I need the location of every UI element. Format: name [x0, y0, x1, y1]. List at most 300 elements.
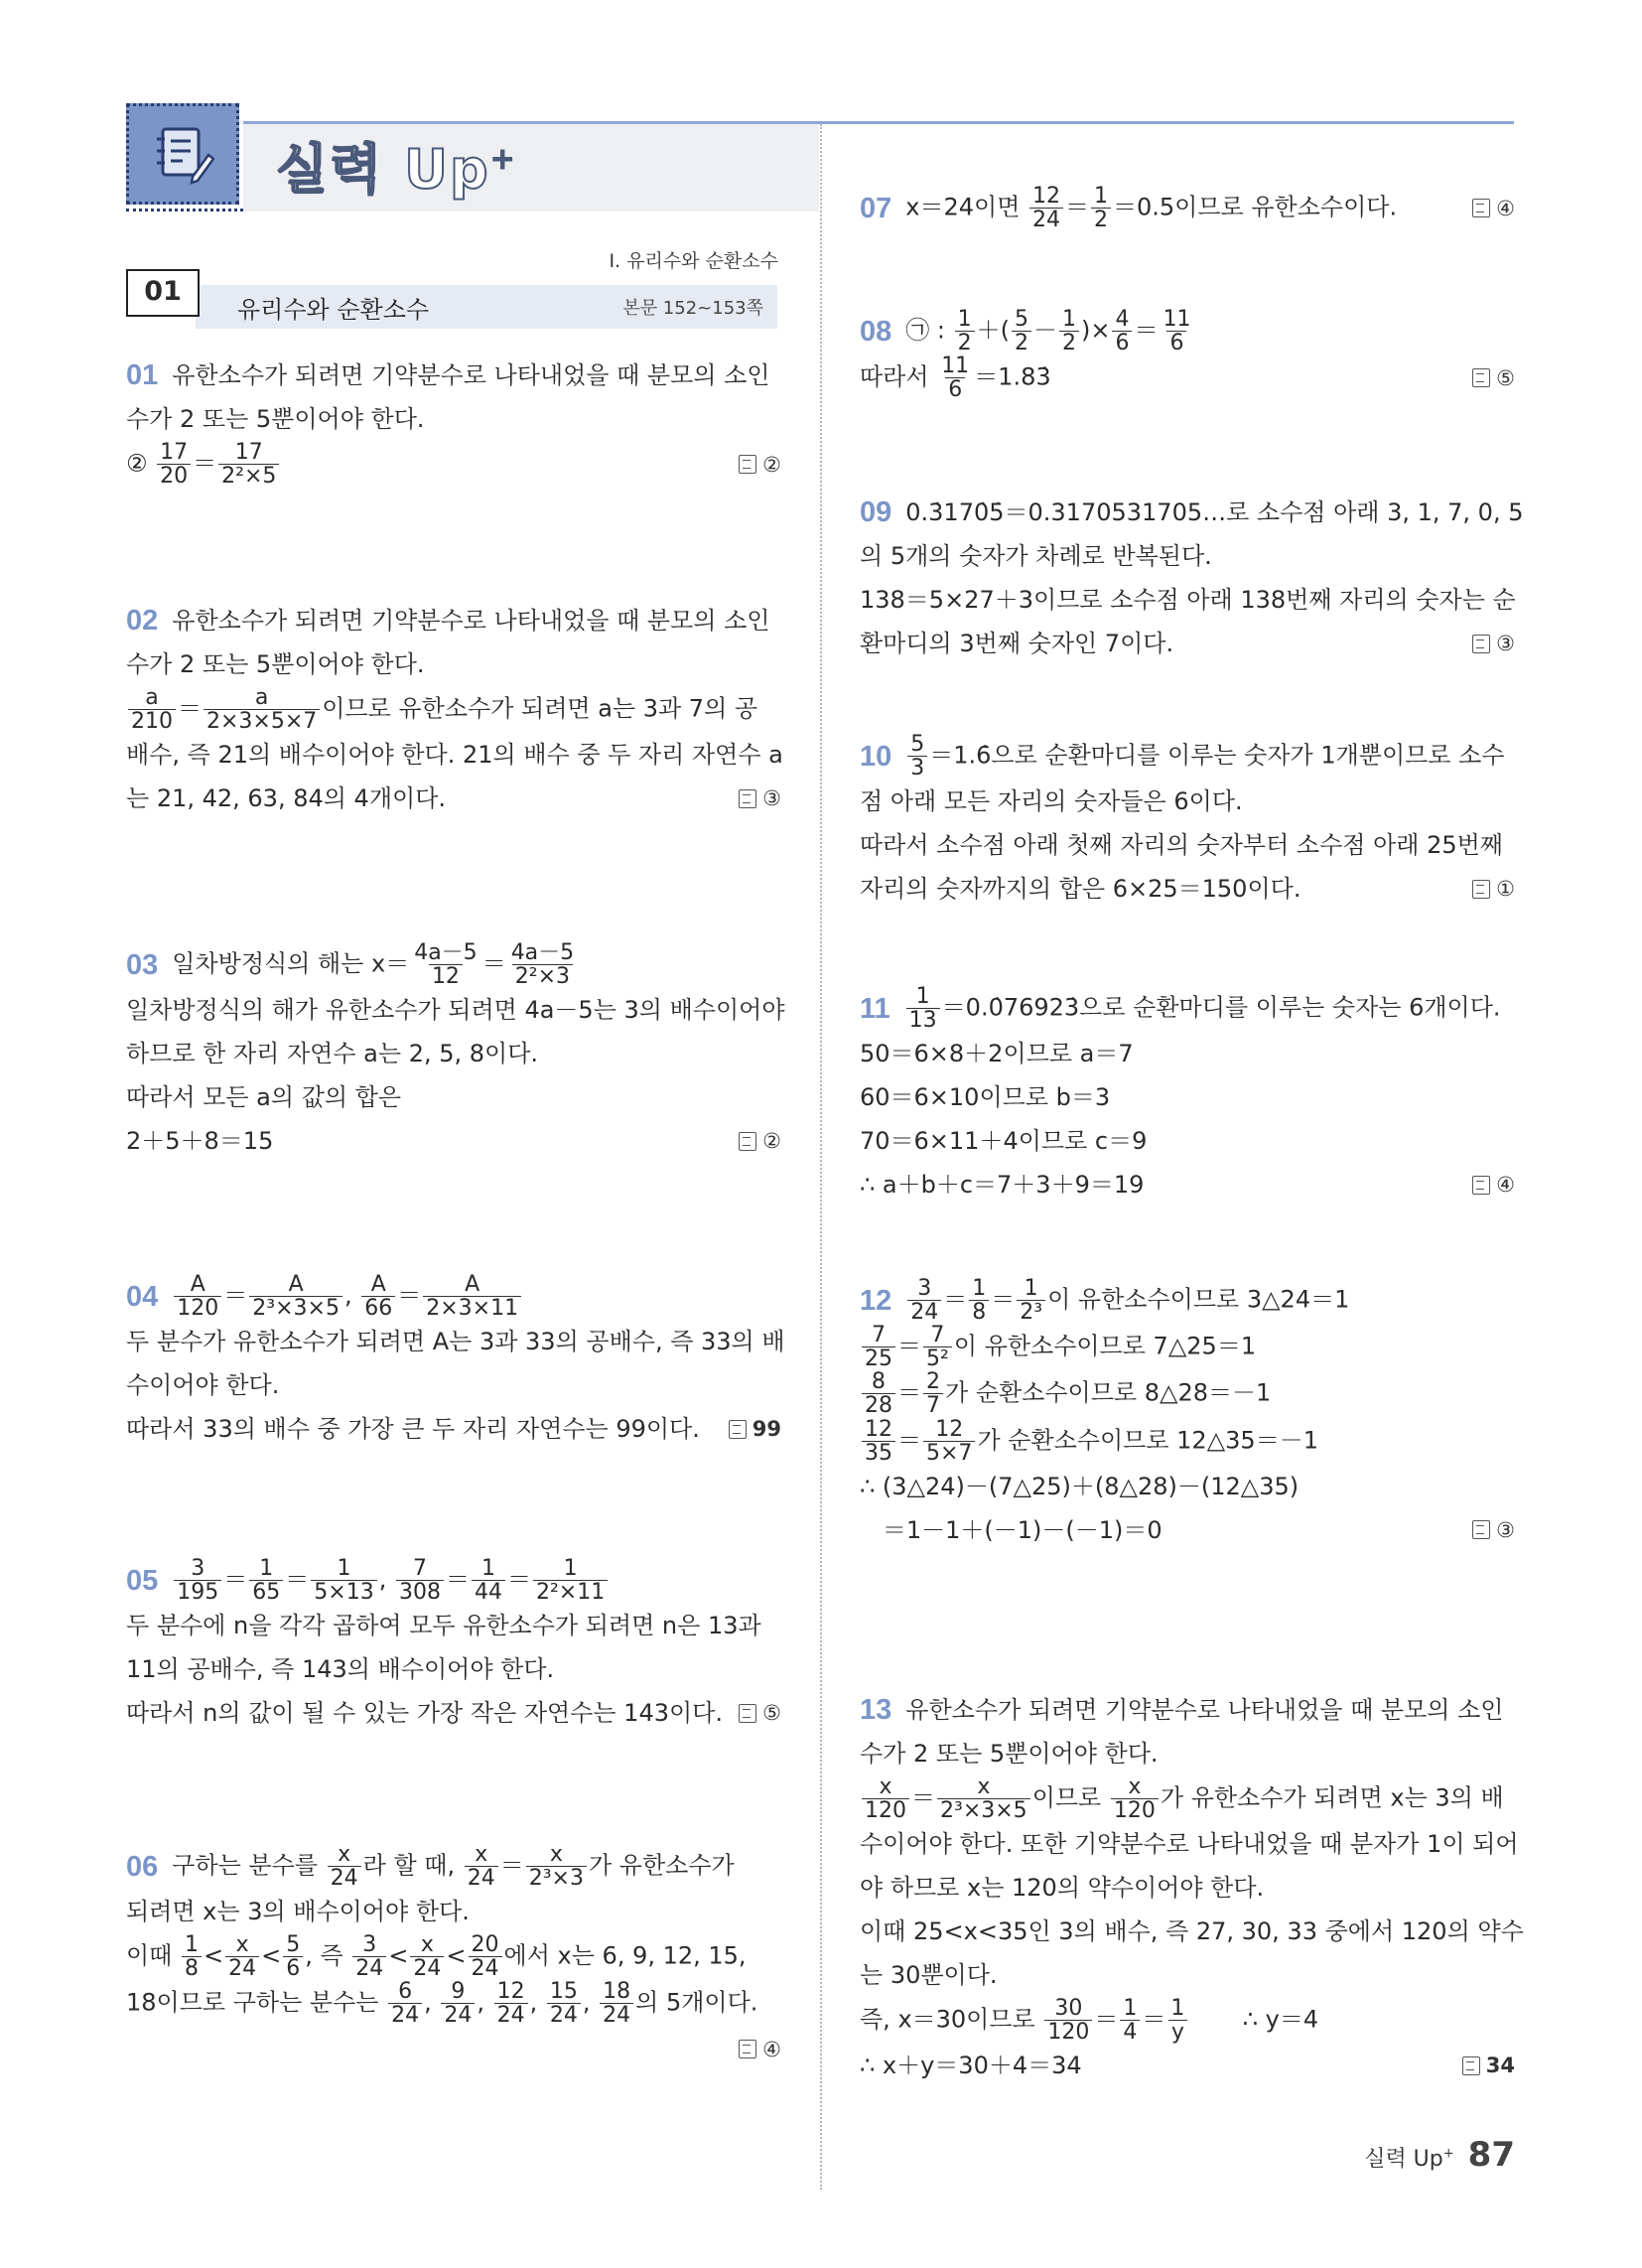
problem-number: 05	[126, 1564, 159, 1597]
line-content	[905, 491, 1523, 534]
fraction: $\frac{1}{2}$	[955, 308, 975, 354]
math-text: 이므로 유한소수가 되려면 a는 3과 7의 공	[322, 694, 758, 723]
math-text: 따라서	[860, 362, 937, 391]
math-text: <	[446, 1941, 467, 1970]
answer-icon	[729, 1420, 747, 1439]
line-content	[172, 599, 769, 642]
line-content	[172, 941, 579, 988]
answer-icon	[739, 789, 756, 808]
line-content	[860, 867, 1300, 911]
math-text: 따라서 모든 a의 값의 합은	[126, 1083, 402, 1112]
math-text: 수이어야 한다.	[126, 1371, 280, 1400]
fraction: $\frac{4a-5}{\text{2²×3}}$	[510, 940, 575, 990]
math-text: 에서 x는 6, 9, 12, 15,	[503, 1941, 747, 1970]
math-text: ＝	[897, 1378, 921, 1407]
fraction: $\frac{x}{24}$	[465, 1843, 498, 1890]
fraction: $\frac{30}{120}$	[1044, 1997, 1092, 2044]
math-text: ②	[126, 449, 156, 478]
math-text: 138＝5×27＋3이므로 소수점 아래 138번째 자리의 숫자는 순	[860, 586, 1516, 614]
math-text: 따라서 33의 배수 중 가장 큰 두 자리 자연수는 99이다.	[126, 1415, 700, 1444]
answer-label: ③	[739, 777, 781, 820]
math-text: , 즉	[305, 1941, 351, 1970]
math-text: ＝	[445, 1565, 470, 1594]
math-text: ＝	[1142, 2005, 1166, 2034]
math-text: ＝	[506, 1565, 531, 1594]
solution-line	[126, 1890, 781, 1933]
math-text: ＝	[397, 1281, 422, 1310]
fraction: $\frac{12}{5\times 7}$	[923, 1418, 975, 1465]
fraction: $\frac{7}{25}$	[862, 1324, 895, 1370]
fraction: $\frac{x}{120}$	[862, 1775, 909, 1822]
fraction: $\frac{1}{\text{2³}}$	[1017, 1277, 1045, 1324]
math-text: <	[388, 1941, 409, 1970]
solution-line	[860, 354, 1515, 401]
line-content	[126, 1647, 554, 1691]
math-text: 이때 25<x<35인 3의 배수, 즉 27, 30, 33 중에서 120의 약수	[860, 1917, 1524, 1946]
solution-line	[860, 1032, 1515, 1075]
problem-number: 13	[860, 1694, 892, 1726]
solution-line	[860, 1119, 1515, 1163]
fraction: $\frac{18}{24}$	[600, 1980, 633, 2027]
line-content	[126, 733, 783, 777]
line-content	[904, 985, 1501, 1032]
solution-line	[860, 1688, 1515, 1732]
solution-line	[126, 1320, 785, 1363]
line-content	[126, 642, 425, 686]
line-content	[126, 1691, 723, 1735]
solution-line	[126, 988, 785, 1032]
math-text: ＝	[943, 1285, 968, 1314]
line-content	[905, 1277, 1349, 1324]
answer-icon	[1472, 199, 1490, 217]
math-text: ＝	[285, 1565, 310, 1594]
fraction: $\frac{x}{\text{2³×3}}$	[526, 1843, 587, 1890]
problem-number: 11	[860, 992, 890, 1025]
solution-line	[126, 642, 781, 686]
math-text: ＝	[223, 1565, 248, 1594]
solution-line	[860, 1997, 1515, 2044]
math-text: ＝1.83̇	[974, 362, 1051, 391]
fraction: $\frac{A}{120}$	[174, 1273, 221, 1320]
math-text: ＝	[1065, 193, 1090, 221]
answer-label: ②	[739, 443, 781, 487]
math-text: 따라서 n의 값이 될 수 있는 가장 작은 자연수는 143이다.	[126, 1699, 723, 1728]
line-content	[126, 1604, 761, 1647]
math-text: 이 유한소수이므로 3△24＝1	[1047, 1285, 1350, 1314]
line-content	[126, 1890, 470, 1933]
solution-line	[126, 1363, 781, 1407]
math-text: ＝1.6̇으로 순환마디를 이루는 숫자가 1개뿐이므로 소수	[929, 741, 1505, 770]
fraction: $\frac{1}{5\times 13}$	[311, 1557, 376, 1604]
math-text: 는 30뿐이다.	[860, 1961, 998, 1990]
math-text: 두 분수가 유한소수가 되려면 A는 3과 33의 공배수, 즉 33의 배	[126, 1328, 785, 1356]
math-text: 이 유한소수이므로 7△25＝1	[953, 1332, 1257, 1360]
answer-label: ③	[1472, 1508, 1515, 1552]
solution-06	[126, 1843, 781, 2071]
fraction: $\frac{5}{2}$	[1012, 308, 1031, 354]
problem-number: 08	[860, 315, 892, 348]
math-text: x＝24이면	[905, 193, 1028, 221]
line-content	[126, 1980, 757, 2027]
math-text: 가 유한소수가 되려면 x는 3의 배	[1160, 1783, 1504, 1812]
math-text: 유한소수가 되려면 기약분수로 나타내었을 때 분모의 소인	[172, 607, 770, 635]
fraction: $\frac{x}{24}$	[225, 1933, 259, 1980]
fraction: $\frac{1}{65}$	[249, 1557, 283, 1604]
line-content	[126, 1320, 785, 1363]
footer-label: 실력 Up+	[1364, 2146, 1454, 2172]
math-text: 구하는 분수를	[172, 1851, 326, 1880]
solution-line	[126, 1980, 781, 2027]
line-content	[860, 1508, 1163, 1552]
math-text: 따라서 소수점 아래 첫째 자리의 숫자부터 소수점 아래 25번째	[860, 831, 1503, 860]
unit-page-ref: 본문 152~153쪽	[622, 298, 763, 319]
fraction: $\frac{4}{6}$	[1112, 308, 1132, 354]
math-text: )×	[1080, 316, 1111, 345]
math-text: ∴ (3△24)－(7△25)＋(8△28)－(12△35)	[860, 1472, 1300, 1500]
solution-line	[860, 1866, 1515, 1910]
page-number: 87	[1467, 2135, 1515, 2175]
fraction: $\frac{3}{24}$	[352, 1933, 386, 1980]
line-content	[860, 1324, 1256, 1370]
math-text: <	[204, 1941, 224, 1970]
solution-line	[860, 823, 1515, 867]
fraction: $\frac{3}{24}$	[907, 1277, 941, 1324]
math-text: ,	[424, 1988, 440, 2017]
math-text: ,	[582, 1988, 599, 2017]
fraction: $\frac{1}{4}$	[1120, 1997, 1140, 2044]
math-text: ∴ y＝4	[1189, 2005, 1319, 2034]
line-content	[172, 1273, 523, 1320]
line-content	[860, 2044, 1082, 2087]
solution-line	[126, 1647, 781, 1691]
answer-label: ⑤	[1472, 356, 1515, 400]
math-text: ∴ x＋y＝30＋4＝34	[860, 2052, 1082, 2080]
solution-line	[126, 733, 781, 777]
answer-icon	[1472, 1176, 1490, 1195]
math-text: ＝	[991, 1285, 1016, 1314]
answer-icon	[1472, 368, 1490, 387]
line-content	[126, 1119, 273, 1163]
line-content	[905, 308, 1195, 354]
header-dotted-rule	[126, 209, 243, 212]
fraction: $\frac{x}{24}$	[410, 1933, 444, 1980]
math-text: 수가 2 또는 5뿐이어야 한다.	[126, 650, 425, 678]
math-text: 라 할 때,	[362, 1851, 463, 1880]
solution-01	[126, 354, 781, 488]
line-content	[860, 1866, 1264, 1910]
math-text: ＝	[897, 1332, 921, 1360]
notebook-pencil-icon	[126, 103, 239, 205]
fraction: $\frac{1}{8}$	[182, 1933, 202, 1980]
solution-03	[126, 940, 785, 1163]
line-content	[860, 1775, 1504, 1822]
line-content	[126, 1933, 747, 1980]
line-content	[860, 354, 1051, 401]
line-content	[860, 1997, 1318, 2044]
solution-line	[860, 1732, 1515, 1775]
fraction: $\frac{x}{24}$	[328, 1843, 361, 1890]
answer-label: ③	[1472, 622, 1515, 665]
solution-line	[860, 185, 1515, 231]
solution-line	[860, 1277, 1515, 1324]
line-content	[126, 1075, 401, 1119]
math-text: 수가 2 또는 5뿐이어야 한다.	[126, 405, 425, 433]
solution-02	[126, 599, 781, 820]
problem-number: 09	[860, 496, 892, 528]
line-content	[860, 1465, 1299, 1508]
line-content	[860, 1075, 1110, 1119]
fraction: $\frac{5}{3}$	[907, 733, 927, 780]
math-text: 두 분수에 n을 각각 곱하여 모두 유한소수가 되려면 n은 13과	[126, 1612, 761, 1640]
math-text: 70＝6×11＋4이므로 c＝9	[860, 1127, 1148, 1156]
answer-label: ⑤	[739, 1691, 781, 1735]
answer-icon	[739, 1132, 756, 1151]
math-text: ＝0.0̇76923̇으로 순환마디를 이루는 숫자는 6개이다.	[941, 993, 1501, 1022]
math-text: 이때	[126, 1941, 180, 1970]
solution-line	[860, 1508, 1515, 1552]
line-content	[905, 1688, 1503, 1732]
solution-line	[126, 599, 781, 642]
solution-08	[860, 308, 1515, 401]
solution-line	[126, 397, 781, 441]
math-text: ∴ a＋b＋c＝7＋3＋9＝19	[860, 1171, 1145, 1200]
math-text: ㉠ :	[905, 316, 953, 345]
solution-line	[126, 2028, 781, 2071]
math-text: 수가 2 또는 5뿐이어야 한다.	[860, 1740, 1159, 1768]
solution-line	[860, 1465, 1515, 1508]
answer-icon	[1472, 880, 1490, 899]
solution-line	[126, 1843, 781, 1890]
math-text: 0.3̇170̇5̇＝0.3170531705…로 소수점 아래 3, 1, 7, 0, 5	[905, 498, 1524, 526]
solution-07	[860, 185, 1515, 231]
math-text: ＝	[897, 1426, 921, 1455]
fraction: $\frac{1}{44}$	[472, 1557, 505, 1604]
fraction: $\frac{a}{2\times 3\times 5\times 7}$	[204, 686, 320, 733]
page-title: 실력 Up+	[276, 138, 517, 201]
math-text: 11의 공배수, 즉 143의 배수이어야 한다.	[126, 1655, 555, 1684]
solution-line	[126, 1557, 781, 1604]
solution-line	[126, 1407, 781, 1451]
solution-line	[126, 1075, 781, 1119]
line-content	[126, 441, 281, 488]
line-content	[860, 578, 1516, 622]
fraction: $\frac{A}{66}$	[361, 1273, 395, 1320]
math-text: 는 21, 42, 63, 84의 4개이다.	[126, 784, 447, 813]
line-content	[126, 1363, 279, 1407]
problem-number: 10	[860, 740, 892, 773]
math-text: 가 유한소수가	[588, 1851, 735, 1880]
problem-number: 04	[126, 1280, 159, 1313]
solution-line	[126, 1691, 781, 1735]
solution-13	[860, 1688, 1524, 2087]
fraction: $\frac{12}{24}$	[1029, 185, 1063, 231]
line-content	[126, 1407, 700, 1451]
fraction: $\frac{4a-5}{12}$	[414, 940, 478, 990]
solution-line	[860, 491, 1524, 534]
math-text: 유한소수가 되려면 기약분수로 나타내었을 때 분모의 소인	[905, 1696, 1504, 1724]
solution-line	[126, 441, 781, 488]
line-content	[860, 780, 1243, 823]
fraction: $\frac{2}{7}$	[923, 1370, 943, 1417]
fraction: $\frac{1}{y}$	[1167, 1997, 1187, 2044]
answer-label: ④	[1472, 1163, 1515, 1206]
math-text: ,	[343, 1281, 360, 1310]
answer-icon	[739, 1704, 756, 1723]
math-text: 이므로	[1031, 1783, 1109, 1812]
math-text: 자리의 숫자까지의 합은 6×25＝150이다.	[860, 875, 1301, 904]
line-content	[860, 1119, 1147, 1163]
math-text: 18이므로 구하는 분수는	[126, 1988, 387, 2017]
fraction: $\frac{17}{20}$	[157, 441, 191, 488]
fraction: $\frac{1}{8}$	[969, 1277, 989, 1324]
fraction: $\frac{1}{\text{2²×11}}$	[533, 1557, 608, 1604]
answer-icon	[1462, 2056, 1480, 2075]
answer-label: ④	[1472, 187, 1515, 230]
solution-line	[860, 867, 1515, 911]
fraction: $\frac{11}{6}$	[1163, 307, 1191, 356]
math-text: 되려면 x는 3의 배수이어야 한다.	[126, 1898, 470, 1926]
math-text: ＝	[193, 449, 217, 478]
math-text: ＝1－1＋(－1)－(－1)＝0	[860, 1515, 1163, 1544]
math-text: 의 5개이다.	[635, 1988, 758, 2017]
solution-12	[860, 1277, 1515, 1552]
line-content	[172, 1843, 734, 1890]
line-content	[905, 185, 1397, 231]
line-content	[172, 1557, 610, 1604]
line-content	[860, 1418, 1318, 1465]
solution-line	[860, 780, 1515, 823]
fraction: $\frac{A}{2\times 3\times 11}$	[423, 1273, 521, 1320]
fraction: $\frac{9}{24}$	[441, 1980, 475, 2027]
math-text: ＝	[1134, 316, 1159, 345]
solution-line	[126, 777, 781, 820]
math-text: ＝	[911, 1783, 935, 1812]
fraction: $\frac{15}{24}$	[547, 1980, 581, 2027]
solution-line	[860, 1953, 1515, 1997]
line-content	[172, 354, 769, 397]
problem-number: 01	[126, 359, 159, 391]
solution-line	[860, 1418, 1515, 1465]
line-content	[126, 777, 446, 820]
solution-line	[860, 1324, 1515, 1370]
fraction: $\frac{1}{2}$	[1059, 308, 1079, 354]
solution-line	[126, 1604, 781, 1647]
solution-05	[126, 1557, 781, 1735]
solution-line	[126, 941, 781, 988]
line-content	[860, 534, 1212, 578]
fraction: $\frac{8}{28}$	[862, 1370, 895, 1417]
math-text: 점 아래 모든 자리의 숫자들은 6이다.	[860, 787, 1243, 816]
math-text: 2＋5＋8＝15	[126, 1127, 274, 1156]
math-text: 환마디의 3번째 숫자인 7이다.	[860, 630, 1174, 657]
math-text: 50＝6×8＋2이므로 a＝7	[860, 1040, 1134, 1068]
problem-number: 06	[126, 1850, 159, 1883]
answer-icon	[1472, 635, 1490, 653]
math-text: ＝	[178, 694, 202, 723]
math-text: 가 순환소수이므로 8△28＝－1	[945, 1378, 1272, 1407]
fraction: $\frac{1}{2}$	[1091, 185, 1111, 231]
math-text: ＝	[499, 1851, 524, 1880]
line-content	[860, 622, 1173, 665]
solution-line	[860, 534, 1515, 578]
solution-11	[860, 985, 1515, 1206]
math-text: 가 순환소수이므로 12△35＝－1	[977, 1426, 1318, 1455]
unit-band	[196, 285, 777, 329]
math-text: 일차방정식의 해가 유한소수가 되려면 4a－5는 3의 배수이어야	[126, 996, 785, 1025]
line-content	[905, 733, 1504, 780]
answer-icon	[739, 2040, 756, 2058]
solution-line	[126, 1119, 781, 1163]
fraction: $\frac{11}{6}$	[941, 354, 970, 403]
math-text: 일차방정식의 해는 x＝	[172, 949, 410, 978]
line-content	[126, 1032, 538, 1075]
line-content	[860, 1910, 1524, 1953]
fraction: $\frac{1}{13}$	[906, 985, 940, 1032]
fraction: $\frac{x}{\text{2³×3×5}}$	[937, 1775, 1030, 1822]
problem-number: 02	[126, 605, 159, 637]
line-content	[860, 1732, 1159, 1775]
answer-label: 99	[729, 1407, 781, 1451]
line-content	[126, 397, 425, 441]
line-content	[860, 1032, 1134, 1075]
math-text: ＝	[1094, 2005, 1119, 2034]
problem-number: 12	[860, 1284, 892, 1317]
line-content	[860, 1370, 1271, 1417]
solution-line	[860, 985, 1515, 1032]
solution-line	[126, 354, 781, 397]
fraction: $\frac{17}{\text{2²×5}}$	[218, 441, 279, 488]
solution-line	[860, 1822, 1519, 1866]
solution-line	[126, 1032, 781, 1075]
solution-line	[860, 1775, 1515, 1822]
solution-line	[860, 578, 1515, 622]
fraction: $\frac{A}{\text{2³×3×5}}$	[249, 1273, 342, 1320]
answer-label: 34	[1462, 2044, 1515, 2087]
math-text: 수이어야 한다. 또한 기약분수로 나타내었을 때 분자가 1이 되어	[860, 1830, 1519, 1859]
math-text: 즉, x＝30이므로	[860, 2005, 1043, 2034]
problem-number: 07	[860, 192, 892, 224]
math-text: 하므로 한 자리 자연수 a는 2, 5, 8이다.	[126, 1040, 539, 1068]
fraction: $\frac{5}{6}$	[283, 1933, 303, 1980]
problem-number: 03	[126, 948, 159, 981]
line-content	[860, 1953, 998, 1997]
fraction: $\frac{12}{35}$	[862, 1418, 895, 1465]
solution-line	[860, 308, 1515, 354]
math-text: ＝	[481, 949, 506, 978]
math-text: 의 5개의 숫자가 차례로 반복된다.	[860, 542, 1212, 570]
line-content	[126, 988, 785, 1032]
solution-line	[126, 1273, 781, 1320]
column-divider	[820, 124, 822, 2190]
solution-line	[860, 2044, 1515, 2087]
answer-icon	[1472, 1520, 1490, 1539]
chapter-label: Ⅰ. 유리수와 순환소수	[609, 250, 778, 272]
solution-line	[126, 686, 781, 733]
answer-label: ④	[739, 2028, 781, 2071]
solution-line	[860, 1075, 1515, 1119]
math-text: ,	[477, 1988, 492, 2017]
solution-line	[860, 733, 1515, 780]
page-footer	[1364, 2135, 1515, 2175]
line-content	[860, 1822, 1519, 1866]
solution-line	[860, 1910, 1524, 1953]
math-text: ＝0.5이므로 유한소수이다.	[1113, 193, 1398, 221]
math-text: 유한소수가 되려면 기약분수로 나타내었을 때 분모의 소인	[172, 361, 770, 389]
fraction: $\frac{20}{24}$	[469, 1933, 502, 1980]
unit-title: 유리수와 순환소수	[237, 295, 430, 324]
unit-number: 01	[126, 269, 200, 317]
math-text: 배수, 즉 21의 배수이어야 한다. 21의 배수 중 두 자리 자연수 a	[126, 741, 783, 770]
